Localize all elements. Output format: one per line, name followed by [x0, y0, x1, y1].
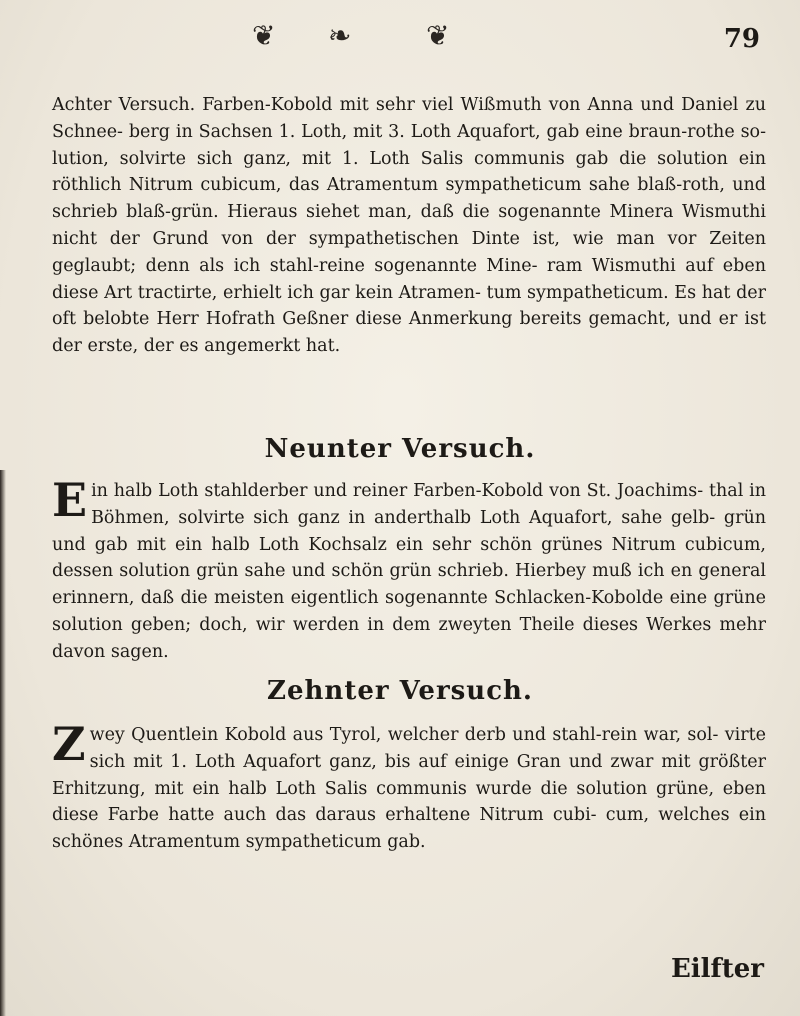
ornament-1-icon: ❦: [252, 19, 276, 52]
section-heading-neunter: Neunter Versuch.: [264, 434, 536, 464]
catchword: Eilfter: [670, 954, 764, 984]
drop-cap-e: E: [52, 473, 88, 527]
page-header: [0, 18, 800, 58]
drop-cap-z: Z: [52, 717, 86, 771]
ornament-3-icon: ❦: [426, 19, 450, 52]
section-neunter: [52, 473, 766, 666]
section-zehnter: [52, 717, 766, 856]
section-achter-text: Achter Versuch. Farben-Kobold mit sehr viel Wißmuth von Anna und Daniel zu Schnee- berg in Sachsen 1. Loth, mit 3. Loth Aquafort, gab eine braun-rothe so- lution, solvirte sich ganz, mit 1. Loth Salis communis gab die solution ein röthlich Nitrum cubicum, das Atramentum sympatheticum sahe blaß-roth, und schrieb blaß-grün. Hieraus siehet man, daß die sogenannte Minera Wismuthi nicht der Grund von der sympathetischen Dinte ist, wie man vor Zeiten geglaubt; denn als ich stahl-reine sogenannte Mine- ram Wismuthi auf eben diese Art tractirte, erhielt ich gar kein Atramen- tum sympatheticum. Es hat der oft belobte Herr Hofrath Geßner diese Anmerkung bereits gemacht, und er ist der erste, der es angemerkt hat.: [52, 95, 766, 357]
section-zehnter-text: wey Quentlein Kobold aus Tyrol, welcher derb und stahl-rein war, sol- virte sich mit 1. Loth Aquafort ganz, bis auf einige Gran und zwar mit größter Erhitzung, mit ein halb Loth Salis communis wurde die solution grüne, eben diese Farbe hatte auch das daraus erhaltene Nitrum cubi- cum, welches ein schönes Atramentum sympatheticum gab.: [52, 725, 766, 853]
section-heading-zehnter: Zehnter Versuch.: [267, 676, 533, 706]
page-number: 79: [723, 24, 760, 54]
section-neunter-text: in halb Loth stahlderber und reiner Farben-Kobold von St. Joachims- thal in Böhmen, solvirte sich ganz in anderthalb Loth Aquafort, sahe gelb- grün und gab mit ein halb Loth Kochsalz ein sehr schön grünes Nitrum cubicum, dessen solution grün sahe und schön grün schrieb. Hierbey muß ich en general erinnern, daß die meisten eigentlich sogenannte Schlacken-Kobolde eine grüne solution geben; doch, wir werden in dem zweyten Theile dieses Werkes mehr davon sagen.: [52, 481, 766, 662]
binding-shadow: [0, 470, 6, 1016]
ornament-2-icon: ❧: [328, 19, 352, 52]
